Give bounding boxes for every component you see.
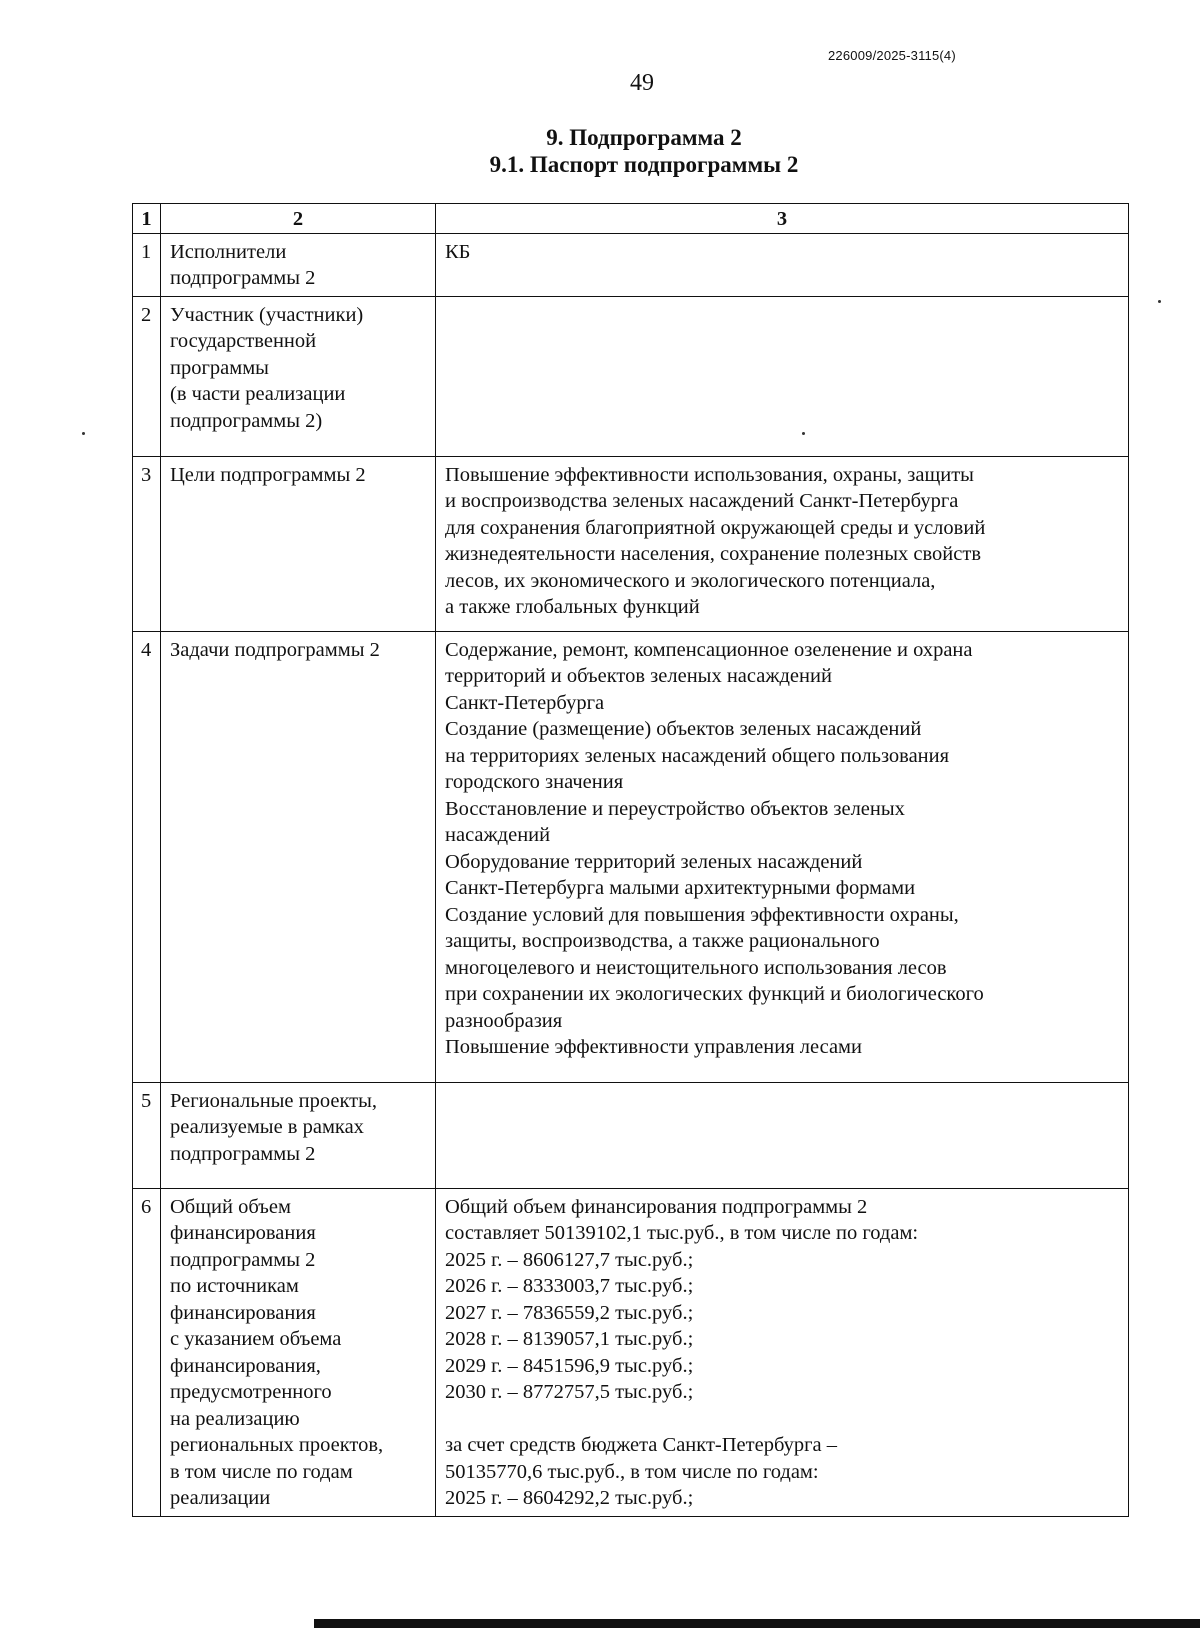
row-name-line: реализации [170, 1487, 271, 1509]
subsection-title: 9.1. Паспорт подпрограммы 2 [489, 152, 799, 177]
row-name-line: региональных проектов, [170, 1434, 384, 1456]
row-name-line: Региональные проекты, [170, 1089, 378, 1112]
row-name-line: государственной [170, 330, 317, 352]
row-number: 4 [133, 631, 161, 1082]
row-name-line: Задачи подпрограммы 2 [170, 638, 380, 661]
row-value-line: Восстановление и переустройство объектов зеленых [445, 797, 905, 820]
row-value-line: жизнедеятельности населения, сохранение полезных свойств [445, 543, 981, 565]
row-value-line: КБ [445, 240, 471, 263]
table-row [133, 631, 1129, 1082]
row-name-line: на реализацию [170, 1407, 300, 1430]
row-name-line: финансирования, [170, 1354, 321, 1377]
row-value-line: Повышение эффективности использования, охраны, защиты [445, 463, 974, 486]
paragraph-gap [445, 1406, 1120, 1433]
row-name [161, 631, 436, 1082]
row-value [436, 1188, 1129, 1516]
row-value-line: разнообразия [445, 1009, 563, 1032]
page-number: 49 [630, 70, 654, 96]
scan-speck [1158, 300, 1161, 303]
row-name-line: по источникам [170, 1275, 299, 1297]
row-value-line: 2028 г. – 8139057,1 тыс.руб.; [445, 1328, 694, 1350]
row-name-line: подпрограммы 2) [170, 409, 323, 432]
row-name-line: Участник (участники) [170, 303, 364, 326]
scan-speck [82, 432, 85, 435]
row-value-line: лесов, их экономического и экологического потенциала, [445, 569, 936, 592]
column-header: 1 [133, 204, 161, 234]
row-value-line: 2030 г. – 8772757,5 тыс.руб.; [445, 1381, 694, 1403]
table-row [133, 1082, 1129, 1188]
row-name-line: финансирования [170, 1222, 316, 1244]
row-value-line: 2027 г. – 7836559,2 тыс.руб.; [445, 1301, 694, 1324]
row-value-line: для сохранения благоприятной окружающей среды и условий [445, 516, 986, 539]
document-code: 226009/2025-3115(4) [828, 48, 956, 63]
row-name-line: финансирования [170, 1301, 316, 1324]
row-value [436, 456, 1129, 631]
row-value-line: Создание (размещение) объектов зеленых насаждений [445, 718, 922, 740]
table-row [133, 1188, 1129, 1516]
table-header-row [133, 204, 1129, 234]
row-name-line: реализуемые в рамках [170, 1116, 364, 1138]
row-name-line: подпрограммы 2 [170, 1248, 316, 1271]
row-value-line: Повышение эффективности управления лесами [445, 1036, 862, 1058]
row-name [161, 296, 436, 456]
row-number: 5 [133, 1082, 161, 1188]
table-row [133, 456, 1129, 631]
row-value-line: 50135770,6 тыс.руб., в том числе по годам: [445, 1460, 819, 1483]
row-name [161, 233, 436, 296]
row-value-line: 2025 г. – 8604292,2 тыс.руб.; [445, 1487, 694, 1509]
scan-speck [802, 432, 805, 435]
row-value [436, 1082, 1129, 1188]
row-value [436, 233, 1129, 296]
row-name-line: (в части реализации [170, 383, 346, 405]
row-number: 3 [133, 456, 161, 631]
row-value-line: 2026 г. – 8333003,7 тыс.руб.; [445, 1275, 694, 1297]
row-value-line: Санкт-Петербурга [445, 691, 605, 714]
row-value-line: Создание условий для повышения эффективности охраны, [445, 903, 959, 926]
row-value-line: городского значения [445, 771, 624, 793]
row-value-line: Содержание, ремонт, компенсационное озеленение и охрана [445, 638, 973, 661]
row-name-line: с указанием объема [170, 1328, 342, 1350]
row-value-line: и воспроизводства зеленых насаждений Санкт-Петербурга [445, 490, 959, 512]
column-header: 2 [161, 204, 436, 234]
row-name-line: подпрограммы 2 [170, 1142, 316, 1165]
row-number: 2 [133, 296, 161, 456]
row-value-line: а также глобальных функций [445, 596, 700, 618]
row-name-line: Исполнители [170, 240, 287, 263]
row-value-line: 2025 г. – 8606127,7 тыс.руб.; [445, 1248, 694, 1271]
row-value-line: многоцелевого и неистощительного использования лесов [445, 956, 947, 979]
row-value [436, 296, 1129, 456]
row-name-line: подпрограммы 2 [170, 267, 316, 289]
row-value-line: на территориях зеленых насаждений общего пользования [445, 744, 950, 767]
table-row [133, 233, 1129, 296]
row-name-line: Общий объем [170, 1195, 291, 1218]
row-number: 6 [133, 1188, 161, 1516]
table-row [133, 296, 1129, 456]
row-value [436, 631, 1129, 1082]
row-name [161, 1082, 436, 1188]
row-name-line: Цели подпрограммы 2 [170, 463, 366, 486]
row-value-line: при сохранении их экологических функций и биологического [445, 983, 984, 1005]
row-value-line: насаждений [445, 824, 551, 846]
row-value-line: территорий и объектов зеленых насаждений [445, 665, 832, 687]
row-value-line: Общий объем финансирования подпрограммы 2 [445, 1195, 868, 1218]
row-name-line: в том числе по годам [170, 1460, 353, 1483]
row-value-line: за счет средств бюджета Санкт-Петербурга – [445, 1434, 837, 1456]
row-name-line: предусмотренного [170, 1381, 332, 1403]
row-name [161, 1188, 436, 1516]
row-value-line: Санкт-Петербурга малыми архитектурными формами [445, 877, 916, 899]
row-value-line: защиты, воспроизводства, а также рационального [445, 930, 880, 952]
row-value-line: составляет 50139102,1 тыс.руб., в том числе по годам: [445, 1222, 919, 1244]
row-name-line: программы [170, 356, 269, 379]
row-number: 1 [133, 233, 161, 296]
row-name [161, 456, 436, 631]
row-value-line: Оборудование территорий зеленых насаждений [445, 850, 863, 873]
scan-edge-rule [314, 1619, 1200, 1628]
row-value-line: 2029 г. – 8451596,9 тыс.руб.; [445, 1354, 694, 1377]
section-title: 9. Подпрограмма 2 [546, 125, 742, 150]
passport-table [132, 203, 1129, 1517]
column-header: 3 [436, 204, 1129, 234]
